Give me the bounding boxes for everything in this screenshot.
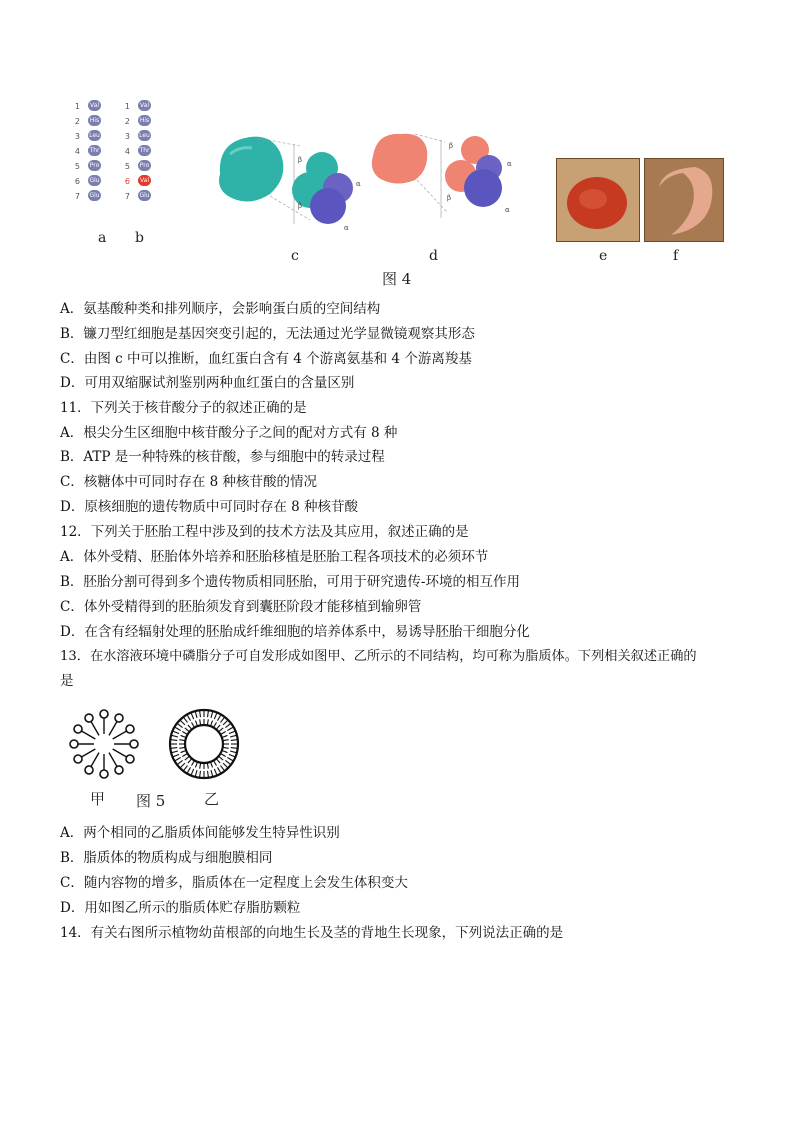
q10-option-c: C．由图 c 中可以推断，血红蛋白含有 4 个游离氨基和 4 个游离羧基 xyxy=(60,351,472,367)
lipid-head xyxy=(115,714,123,722)
q12-stem: 12．下列关于胚胎工程中涉及到的技术方法及其应用，叙述正确的是 xyxy=(60,524,469,540)
q11-stem: 11．下列关于核苷酸分子的叙述正确的是 xyxy=(60,400,307,416)
position-number: 4 xyxy=(124,147,130,156)
beta-label: β xyxy=(447,194,452,202)
label-yi: 乙 xyxy=(204,790,220,808)
beta-label: β xyxy=(298,156,303,164)
lipid-head xyxy=(70,740,78,748)
amino-acid-bead: Pro xyxy=(139,162,150,169)
position-number: 4 xyxy=(74,147,80,156)
amino-acid-bead: His xyxy=(139,117,150,124)
inner-head-layer xyxy=(185,725,223,763)
q11-option-b: B．ATP 是一种特殊的核苷酸，参与细胞中的转录过程 xyxy=(60,449,385,465)
panel-label-d: d xyxy=(429,248,438,264)
amino-acid-bead: Glu xyxy=(89,192,100,199)
amino-acid-bead: Val xyxy=(88,100,101,111)
amino-acid-bead: Leu xyxy=(139,132,150,139)
hemoglobin-model-c xyxy=(210,124,370,234)
amino-acid-bead: His xyxy=(89,117,100,124)
alpha-label: α xyxy=(344,224,349,232)
lipid-head xyxy=(130,740,138,748)
q13-stem: 13．在水溶液环境中磷脂分子可自发形成如图甲、乙所示的不同结构，均可称为脂质体。下列相关叙述正确的 xyxy=(60,649,697,664)
amino-acid-bead: Glu xyxy=(89,177,100,184)
position-number: 3 xyxy=(74,132,80,141)
hemoglobin-model-d xyxy=(365,126,525,236)
lipid-head xyxy=(85,766,93,774)
position-number: 3 xyxy=(124,132,130,141)
figure-5-caption: 图 5 xyxy=(136,792,166,810)
q13-stem-continuation: 是 xyxy=(60,673,74,689)
position-number: 5 xyxy=(74,162,80,171)
lipid-head xyxy=(100,770,108,778)
q10-option-b: B．镰刀型红细胞是基因突变引起的，无法通过光学显微镜观察其形态 xyxy=(60,326,475,342)
lipid-head xyxy=(100,710,108,718)
q12-option-c: C．体外受精得到的胚胎须发育到囊胚阶段才能移植到输卵管 xyxy=(60,599,422,615)
amino-acid-bead: Leu xyxy=(89,132,100,139)
amino-acid-bead: Val xyxy=(138,100,151,111)
sickle-red-blood-cell-photo xyxy=(644,158,724,242)
liposome-diagrams xyxy=(64,704,264,786)
q13-option-c: C．随内容物的增多，脂质体在一定程度上会发生体积变大 xyxy=(60,875,408,891)
alpha-label: α xyxy=(505,206,510,214)
panel-label-b: b xyxy=(135,230,144,246)
alpha-label: α xyxy=(356,180,361,188)
position-number: 6 xyxy=(74,177,80,186)
lipid-head xyxy=(126,725,134,733)
q10-option-d: D．可用双缩脲试剂鉴别两种血红蛋白的含量区别 xyxy=(60,375,355,391)
q13-option-d: D．用如图乙所示的脂质体贮存脂肪颗粒 xyxy=(60,900,301,916)
q12-option-b: B．胚胎分割可得到多个遗传物质相同胚胎，可用于研究遗传-环境的相互作用 xyxy=(60,574,520,590)
panel-label-f: f xyxy=(673,248,679,264)
figure-5 xyxy=(64,704,264,814)
lipid-head xyxy=(115,766,123,774)
amino-acid-bead: Thr xyxy=(89,147,100,154)
q14-stem: 14．有关右图所示植物幼苗根部的向地生长及茎的背地生长现象，下列说法正确的是 xyxy=(60,925,564,941)
amino-acid-bead: Thr xyxy=(139,147,150,154)
amino-acid-bead: Val xyxy=(138,175,151,186)
figure-4 xyxy=(60,92,740,288)
position-number: 1 xyxy=(124,102,130,111)
amino-acid-bead: Pro xyxy=(89,162,100,169)
position-number: 1 xyxy=(74,102,80,111)
q10-option-a: A．氨基酸种类和排列顺序，会影响蛋白质的空间结构 xyxy=(60,301,381,317)
position-number: 7 xyxy=(124,192,130,201)
q12-option-d: D．在含有经辐射处理的胚胎成纤维细胞的培养体系中，易诱导胚胎干细胞分化 xyxy=(60,624,530,640)
position-number: 5 xyxy=(124,162,130,171)
normal-red-blood-cell-photo xyxy=(556,158,640,242)
amino-acid-bead: Glu xyxy=(139,192,150,199)
q13-option-a: A．两个相同的乙脂质体间能够发生特异性识别 xyxy=(60,825,340,841)
lipid-head xyxy=(85,714,93,722)
figure-4-caption: 图 4 xyxy=(382,270,412,288)
q11-option-a: A．根尖分生区细胞中核苷酸分子之间的配对方式有 8 种 xyxy=(60,425,398,441)
position-number: 2 xyxy=(74,117,80,126)
q11-option-d: D．原核细胞的遗传物质中可同时存在 8 种核苷酸 xyxy=(60,499,358,515)
label-jia: 甲 xyxy=(90,790,106,808)
lipid-head xyxy=(74,755,82,763)
lipid-head xyxy=(74,725,82,733)
q13-option-b: B．脂质体的物质构成与细胞膜相同 xyxy=(60,850,273,866)
panel-label-e: e xyxy=(599,248,608,264)
position-number: 6 xyxy=(124,177,130,186)
panel-label-c: c xyxy=(291,248,299,264)
panel-label-a: a xyxy=(98,230,107,246)
position-number: 2 xyxy=(124,117,130,126)
q12-option-a: A．体外受精、胚胎体外培养和胚胎移植是胚胎工程各项技术的必须环节 xyxy=(60,549,489,565)
alpha-label: α xyxy=(507,160,512,168)
position-number: 7 xyxy=(74,192,80,201)
beta-label: β xyxy=(298,202,303,210)
q11-option-c: C．核糖体中可同时存在 8 种核苷酸的情况 xyxy=(60,474,318,490)
lipid-head xyxy=(126,755,134,763)
beta-label: β xyxy=(449,142,454,150)
